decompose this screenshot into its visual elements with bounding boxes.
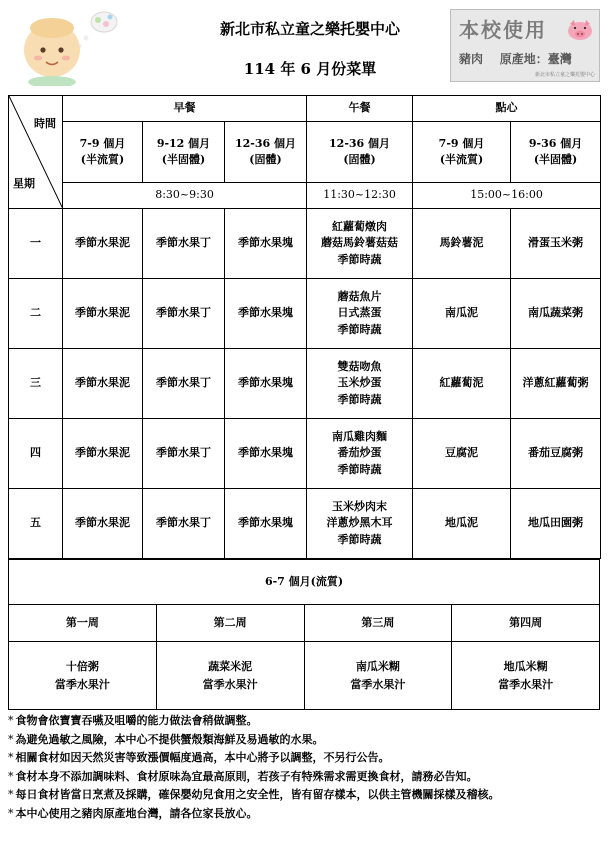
- age-range: 12-36 個月: [235, 136, 297, 150]
- snack-item: 番茄豆腐粥: [511, 419, 601, 489]
- note-marker: *: [8, 714, 14, 727]
- lunch-dish: 番茄炒蛋: [337, 446, 382, 460]
- food-texture: (半流質): [80, 153, 125, 166]
- lunch-items: [307, 209, 413, 279]
- page-header: [0, 0, 614, 95]
- infant-menu-table: [8, 559, 600, 710]
- table-row: [9, 279, 601, 349]
- week-label: 第一周: [9, 605, 157, 642]
- note-marker: *: [8, 769, 14, 783]
- lunch-dish: 雙菇吻魚: [337, 359, 382, 373]
- weekday-label: 一: [9, 209, 63, 279]
- breakfast-item: 季節水果丁: [143, 489, 225, 559]
- lunch-dish: 季節時蔬: [337, 322, 382, 336]
- age-range: 7-9 個月: [438, 136, 485, 150]
- snack-item: 洋蔥紅蘿蔔粥: [511, 349, 601, 419]
- week-menu: [156, 642, 304, 710]
- weekday-label: 二: [9, 279, 63, 349]
- snack-item: 南瓜蔬菜粥: [511, 279, 601, 349]
- breakfast-item: 季節水果塊: [225, 489, 307, 559]
- note-marker: *: [8, 788, 14, 801]
- meal-group-breakfast: 早餐: [63, 96, 307, 122]
- notes-list: [8, 712, 608, 823]
- pig-icon: [565, 18, 595, 42]
- infant-heading: 6-7 個月(流質): [9, 560, 600, 605]
- lunch-dish: 日式蒸蛋: [337, 306, 382, 320]
- age-column-header: [63, 122, 143, 183]
- corner-time-label: 時間: [34, 117, 56, 130]
- weekly-menu-table: [8, 95, 601, 559]
- food-texture: (固體): [249, 153, 282, 166]
- lunch-dish: 玉米炒蛋: [337, 376, 382, 390]
- note-text: 為避免過敏之風險，本中心不提供蟹殼類海鮮及易過敏的水果。: [15, 732, 324, 746]
- breakfast-item: 季節水果塊: [225, 419, 307, 489]
- lunch-dish: 南瓜雞肉麵: [332, 429, 388, 443]
- age-range: 9-36 個月: [528, 136, 583, 150]
- lunch-time: 11:30~12:30: [307, 183, 413, 209]
- note-text: 本中心使用之豬肉原產地台灣，請各位家長放心。: [15, 806, 258, 820]
- week-dish: 蔬菜米泥: [208, 659, 253, 673]
- age-column-header: [143, 122, 225, 183]
- snack-item: 滑蛋玉米粥: [511, 209, 601, 279]
- week-label: 第三周: [304, 605, 452, 642]
- week-dish: 當季水果汁: [498, 677, 554, 691]
- age-range: 9-12 個月: [156, 136, 211, 150]
- lunch-items: [307, 349, 413, 419]
- corner-day-label: 星期: [13, 177, 35, 190]
- week-menu: [9, 642, 157, 710]
- breakfast-time: 8:30~9:30: [63, 183, 307, 209]
- snack-item: 馬鈴薯泥: [413, 209, 511, 279]
- lunch-dish: 季節時蔬: [337, 532, 382, 546]
- breakfast-item: 季節水果塊: [225, 349, 307, 419]
- note-text: 相關食材如因天然災害等致漲價幅度過高，本中心將予以調整，不另行公告。: [15, 751, 390, 764]
- snack-item: 地瓜泥: [413, 489, 511, 559]
- lunch-dish: 季節時蔬: [337, 392, 382, 406]
- note-marker: *: [8, 732, 14, 746]
- breakfast-item: 季節水果塊: [225, 279, 307, 349]
- week-dish: 地瓜米糊: [503, 659, 548, 673]
- badge-title: 本校使用: [459, 18, 547, 42]
- age-column-header: [511, 122, 601, 183]
- snack-item: 南瓜泥: [413, 279, 511, 349]
- week-menu: [304, 642, 452, 710]
- badge-meat-origin: [459, 50, 572, 67]
- snack-item: 豆腐泥: [413, 419, 511, 489]
- breakfast-item: 季節水果丁: [143, 419, 225, 489]
- meal-group-lunch: 午餐: [307, 96, 413, 122]
- lunch-items: [307, 279, 413, 349]
- note-marker: *: [8, 806, 14, 820]
- food-texture: (半流質): [439, 153, 484, 166]
- badge-meat-label: 豬肉: [459, 52, 484, 66]
- note-marker: *: [8, 751, 14, 764]
- age-column-header: [413, 122, 511, 183]
- note-item: [8, 712, 608, 731]
- page-subtitle: 114 年 6 月份菜單: [243, 60, 377, 78]
- table-row: [9, 419, 601, 489]
- weekday-label: 三: [9, 349, 63, 419]
- meal-group-snack: 點心: [413, 96, 601, 122]
- week-dish: 當季水果汁: [54, 677, 110, 691]
- breakfast-item: 季節水果泥: [63, 209, 143, 279]
- lunch-dish: 洋蔥炒黑木耳: [326, 516, 393, 530]
- note-item: [8, 786, 608, 805]
- note-item: [8, 731, 608, 750]
- week-dish: 當季水果汁: [350, 677, 406, 691]
- breakfast-item: 季節水果泥: [63, 279, 143, 349]
- breakfast-item: 季節水果泥: [63, 349, 143, 419]
- breakfast-item: 季節水果塊: [225, 209, 307, 279]
- baby-illustration: [18, 6, 118, 86]
- badge-footnote: 新北市私立童之樂托嬰中心: [534, 72, 595, 78]
- badge-origin-label: 原產地：臺灣: [499, 52, 572, 66]
- food-texture: (半固體): [533, 153, 578, 166]
- week-dish: 南瓜米糊: [355, 659, 400, 673]
- lunch-dish: 紅蘿蔔燉肉: [332, 219, 388, 233]
- age-column-header: [307, 122, 413, 183]
- note-text: 每日食材皆當日烹煮及採購，確保嬰幼兒食用之安全性，皆有留存樣本，以供主管機關採樣及稽核。: [15, 788, 500, 801]
- breakfast-item: 季節水果丁: [143, 279, 225, 349]
- lunch-items: [307, 419, 413, 489]
- age-column-header: [225, 122, 307, 183]
- breakfast-item: 季節水果泥: [63, 419, 143, 489]
- table-row: [9, 489, 601, 559]
- week-dish: 當季水果汁: [202, 677, 258, 691]
- snack-item: 地瓜田園粥: [511, 489, 601, 559]
- snack-time: 15:00~16:00: [413, 183, 601, 209]
- lunch-dish: 季節時蔬: [337, 252, 382, 266]
- food-texture: (固體): [343, 153, 376, 166]
- snack-item: 紅蘿蔔泥: [413, 349, 511, 419]
- page-title: 新北市私立童之樂托嬰中心: [219, 20, 400, 38]
- note-item: [8, 749, 608, 768]
- table-row: [9, 209, 601, 279]
- breakfast-item: 季節水果丁: [143, 209, 225, 279]
- week-dish: 十倍粥: [65, 659, 99, 673]
- note-item: [8, 768, 608, 787]
- breakfast-item: 季節水果泥: [63, 489, 143, 559]
- weekday-label: 四: [9, 419, 63, 489]
- food-texture: (半固體): [161, 153, 206, 166]
- note-text: 食材本身不添加調味料、食材原味為宜最高原則，若孩子有特殊需求需更換食材，請務必告知。: [15, 769, 478, 783]
- note-item: [8, 805, 608, 824]
- lunch-dish: 蘑菇馬鈴薯菇菇: [321, 236, 399, 250]
- lunch-dish: 玉米炒肉末: [332, 499, 388, 513]
- week-menu: [452, 642, 600, 710]
- age-range: 7-9 個月: [79, 136, 126, 150]
- lunch-dish: 季節時蔬: [337, 462, 382, 476]
- table-row: [9, 349, 601, 419]
- note-text: 食物會依寶寶吞嚥及咀嚼的能力做法會稍做調整。: [15, 714, 258, 727]
- lunch-dish: 蘑菇魚片: [337, 289, 382, 303]
- weekday-label: 五: [9, 489, 63, 559]
- lunch-items: [307, 489, 413, 559]
- age-range: 12-36 個月: [329, 136, 391, 150]
- table-corner-header: [9, 96, 63, 209]
- week-label: 第二周: [156, 605, 304, 642]
- breakfast-item: 季節水果丁: [143, 349, 225, 419]
- origin-badge: [450, 9, 600, 82]
- week-label: 第四周: [452, 605, 600, 642]
